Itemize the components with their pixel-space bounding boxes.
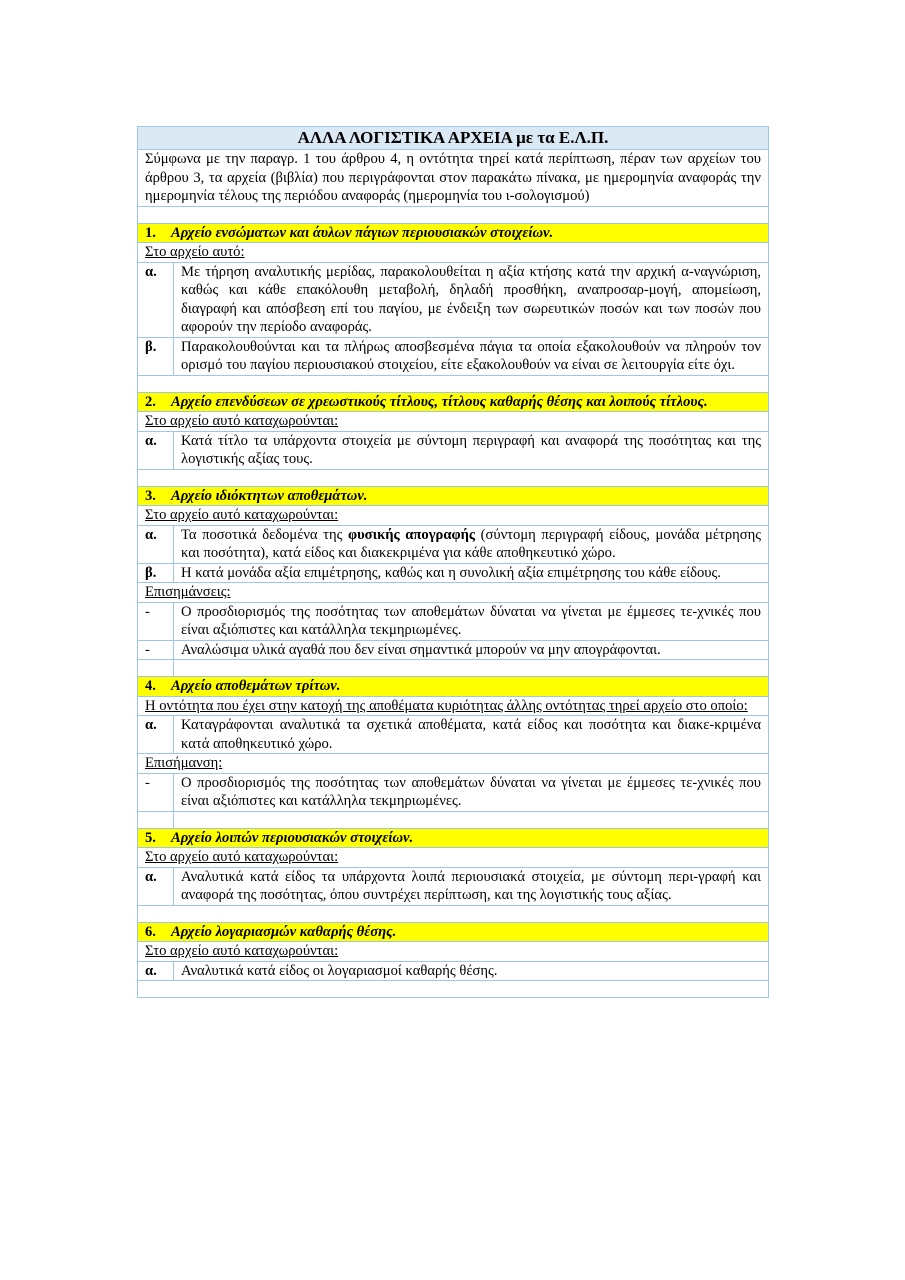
item-marker: α. [138,867,174,905]
item-marker: α. [138,716,174,754]
section-4-note-1 [138,773,769,811]
section-title: Αρχείο ιδιόκτητων αποθεμάτων. [171,487,368,504]
note-text: Αναλώσιμα υλικά αγαθά που δεν είναι σημαντικά μπορούν να μην απογράφονται. [174,640,769,660]
section-title: Αρχείο αποθεμάτων τρίτων. [171,678,341,694]
item-text: Κατά τίτλο τα υπάρχοντα στοιχεία με σύντομη περιγραφή και αναφορά της ποσότητας και της λογιστικής αξίας τους. [174,431,769,469]
section-number: 6. [145,923,156,940]
title-row [138,127,769,150]
section-1-subheading: Στο αρχείο αυτό: [138,243,769,263]
note-text: Ο προσδιορισμός της ποσότητας των αποθεμάτων δύναται να γίνεται με έμμεσες τε-χνικές που είναι αξιόπιστες και κατάλληλα τεκμηριωμένες. [174,602,769,640]
item-marker: α. [138,525,174,563]
item-text: Η κατά μονάδα αξία επιμέτρησης, καθώς και η συνολική αξία επιμέτρησης του κάθε είδους. [174,563,769,583]
note-marker: - [138,773,174,811]
section-6-header [138,922,769,942]
section-number: 3. [145,487,156,504]
section-6-item-a [138,961,769,981]
section-2-subheading: Στο αρχείο αυτό καταχωρούνται: [138,412,769,432]
section-4-item-a [138,716,769,754]
section-3-subheading: Στο αρχείο αυτό καταχωρούνται: [138,506,769,526]
intro-row [138,150,769,207]
item-text: Καταγράφονται αναλυτικά τα σχετικά αποθέματα, κατά είδος και ποσότητα και διακε-κριμένα κατά αποθηκευτικό χώρο. [174,716,769,754]
section-number: 2. [145,393,156,410]
section-2-item-a [138,431,769,469]
section-2-header [138,392,769,412]
item-text: Αναλυτικά κατά είδος τα υπάρχοντα λοιπά περιουσιακά στοιχεία, με σύντομη περι-γραφή και αναφορά της ποσότητας, όπου συντρέχει περίπτωση, και της λογιστικής τους αξίας. [174,867,769,905]
section-5-header [138,828,769,848]
section-title: Αρχείο λοιπών περιουσιακών στοιχείων. [171,829,414,846]
item-marker: α. [138,431,174,469]
spacer-row [138,905,769,922]
emphasis-text: φυσικής απογραφής [348,526,476,543]
item-marker: α. [138,961,174,981]
spacer-row [138,375,769,392]
section-title: Αρχείο ενσώματων και άυλων πάγιων περιουσιακών στοιχείων. [171,224,554,241]
note-text: Ο προσδιορισμός της ποσότητας των αποθεμάτων δύναται να γίνεται με έμμεσες τε-χνικές που είναι αξιόπιστες και κατάλληλα τεκμηριωμένες. [174,773,769,811]
section-3-item-a [138,525,769,563]
section-5-subheading: Στο αρχείο αυτό καταχωρούνται: [138,848,769,868]
section-6-subheading: Στο αρχείο αυτό καταχωρούνται: [138,942,769,962]
item-marker: α. [138,262,174,337]
intro-text: Σύμφωνα με την παραγρ. 1 του άρθρου 4, η οντότητα τηρεί κατά περίπτωση, πέραν των αρχείων του άρθρου 3, τα αρχεία (βιβλία) που περιγράφονται στον παρακάτω πίνακα, με ημερομηνία αναφοράς την ημερομηνία τέλους της περιόδου αναφοράς (ημερομηνία του ι-σολογισμού) [138,150,769,207]
spacer-row [138,660,769,677]
note-marker: - [138,602,174,640]
item-marker: β. [138,337,174,375]
section-5-item-a [138,867,769,905]
spacer-row [138,811,769,828]
document-title: ΑΛΛΑ ΛΟΓΙΣΤΙΚΑ ΑΡΧΕΙΑ με τα Ε.Λ.Π. [138,127,769,150]
section-3-note-2 [138,640,769,660]
section-4-header [138,677,769,697]
item-marker: β. [138,563,174,583]
section-1-header [138,223,769,243]
note-marker: - [138,640,174,660]
section-3-header [138,486,769,506]
section-number: 5. [145,829,156,846]
section-4-subheading: Η οντότητα που έχει στην κατοχή της αποθέματα κυριότητας άλλης οντότητας τηρεί αρχείο στο οποίο: [138,696,769,716]
item-text: Με τήρηση αναλυτικής μερίδας, παρακολουθείται η αξία κτήσης κατά την αρχική α-ναγνώριση, καθώς και κάθε επακόλουθη μεταβολή, δηλαδή προσθήκη, αναπροσαρ-μογή, απομείωση, διαγραφή και απόσβεση επί του παγίου, με ένδειξη των σωρευτικών ποσών και των ποσών που αφορούν την περίοδο αναφοράς. [174,262,769,337]
section-1-item-a [138,262,769,337]
section-number: 1. [145,224,156,241]
section-number: 4. [145,678,156,694]
section-title: Αρχείο επενδύσεων σε χρεωστικούς τίτλους, τίτλους καθαρής θέσης και λοιπούς τίτλους. [171,393,708,410]
spacer-row [138,469,769,486]
section-title: Αρχείο λογαριασμών καθαρής θέσης. [171,923,397,940]
item-text: Τα ποσοτικά δεδομένα της φυσικής απογραφής (σύντομη περιγραφή είδους, μονάδα μέτρησης και ποσότητα), κατά είδος και διακεκριμένα για κάθε αποθηκευτικό χώρο. [174,525,769,563]
section-3-item-b [138,563,769,583]
section-3-note-1 [138,602,769,640]
section-3-notes-label: Επισημάνσεις: [138,583,769,603]
item-text: Παρακολουθούνται και τα πλήρως αποσβεσμένα πάγια τα οποία εξακολουθούν να πληρούν τον ορισμό του παγίου περιουσιακού στοιχείου, είτε εξακολουθούν να είναι σε λειτουργία είτε όχι. [174,337,769,375]
records-table [137,126,769,998]
section-1-item-b [138,337,769,375]
spacer-row [138,981,769,998]
spacer-row [138,206,769,223]
section-4-notes-label: Επισήμανση: [138,754,769,774]
item-text: Αναλυτικά κατά είδος οι λογαριασμοί καθαρής θέσης. [174,961,769,981]
